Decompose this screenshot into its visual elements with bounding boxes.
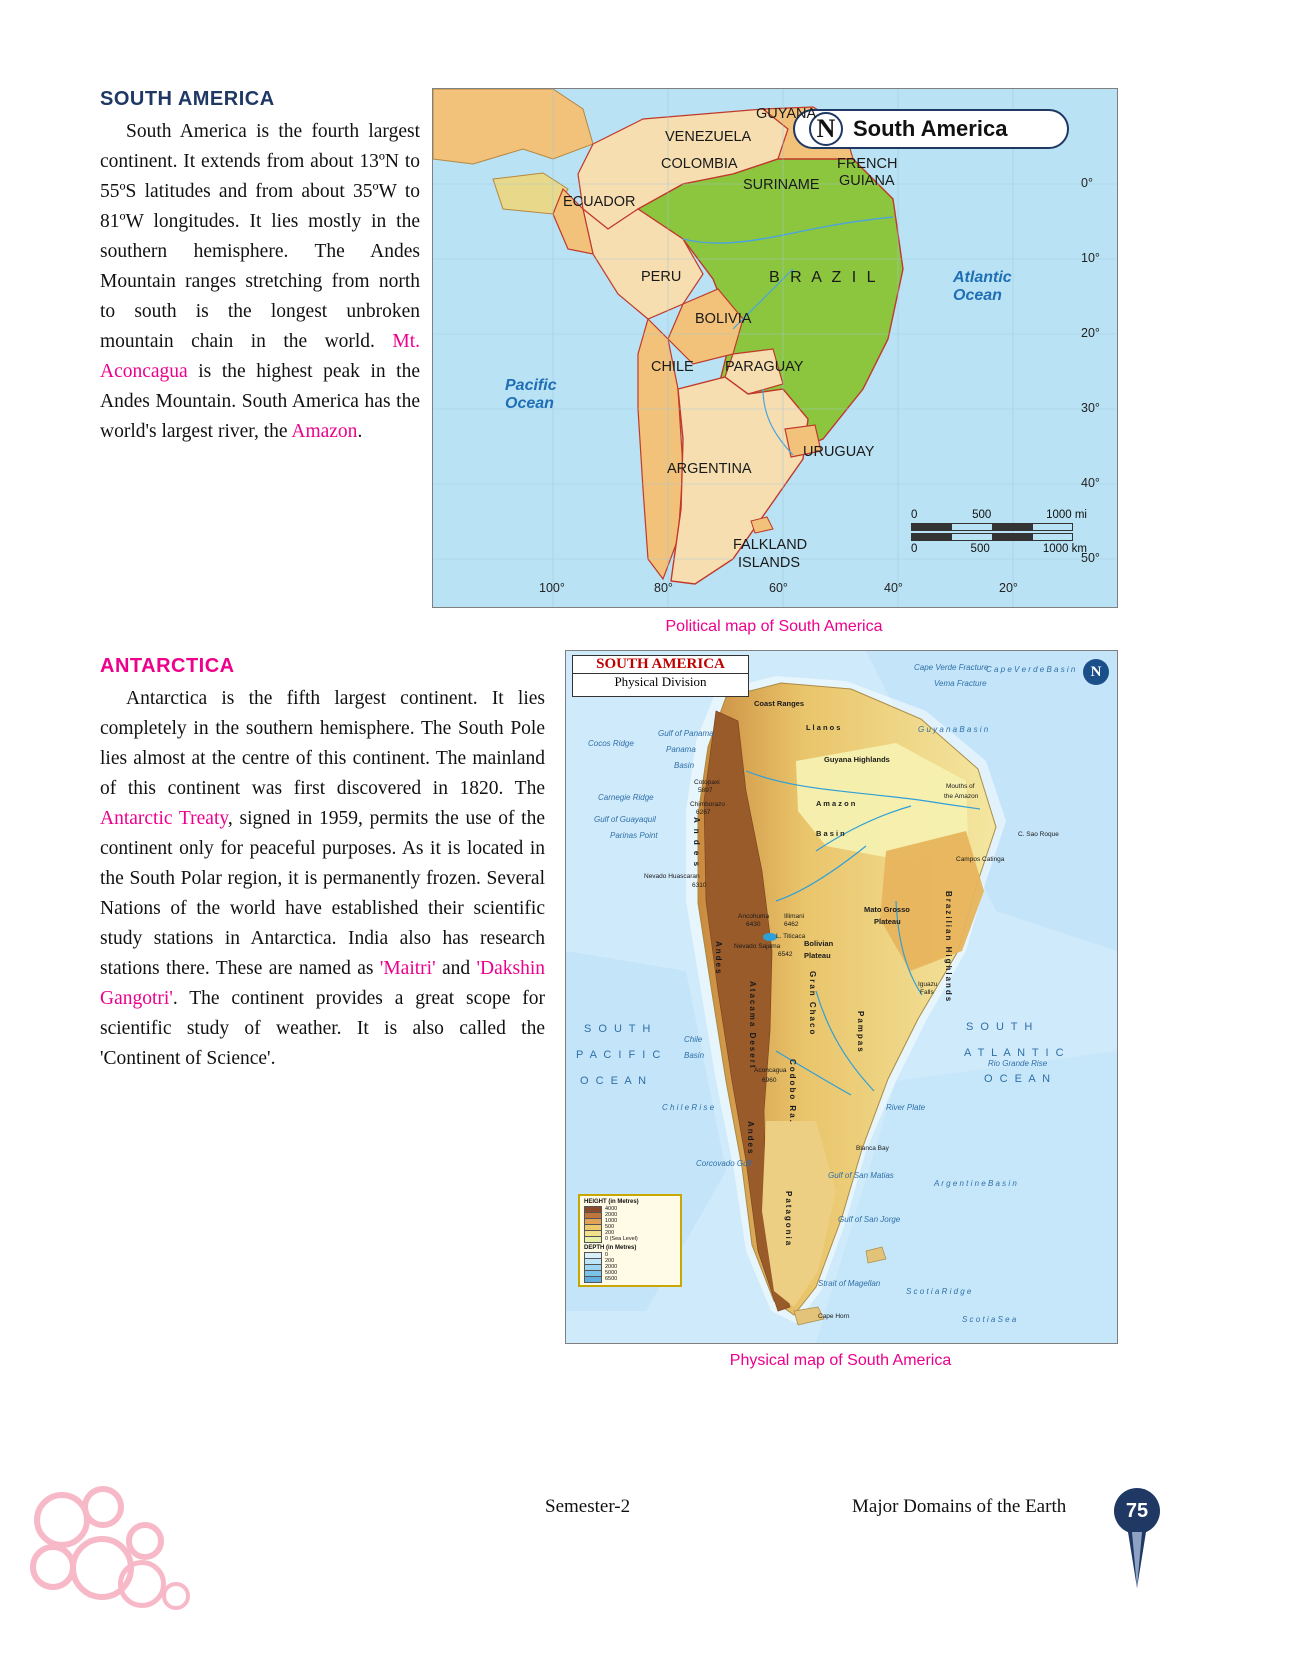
legend-value: 2000 <box>605 1264 618 1270</box>
map-feature-label: 6310 <box>692 882 707 889</box>
map-feature-label: 6542 <box>778 951 793 958</box>
scale-miles-zero: 0 <box>911 509 918 521</box>
country-label: PARAGUAY <box>725 359 804 375</box>
longitude-label: 40° <box>884 581 903 595</box>
scale-miles-mid: 500 <box>972 509 992 521</box>
map-feature-label: 5897 <box>698 787 713 794</box>
ocean-label: Atlantic <box>953 269 1012 286</box>
map-feature-label: Cocos Ridge <box>588 739 634 748</box>
legend-swatch <box>584 1236 602 1243</box>
legend-row <box>584 1236 676 1242</box>
longitude-label: 100° <box>539 581 565 595</box>
legend-value: 1000 <box>605 1218 618 1224</box>
text-run: , signed in 1959, permits the use of the continent only for peaceful purposes. As it is located in the South Polar region, it is permanently frozen. Several Nations of the world have established their scientific study stations in Antarctica. India also has research stations there. These are named as <box>100 808 546 980</box>
map-feature-label: Nevado Sajama <box>734 943 781 950</box>
legend-value: 200 <box>605 1230 615 1236</box>
map-feature-label-vertical: A n d e s <box>692 817 701 869</box>
text-run: is the highest peak in the Andes Mountain. South America has the world's largest river, the <box>100 361 420 443</box>
ocean-label: Pacific <box>505 377 557 394</box>
legend-height-title: HEIGHT (in Metres) <box>584 1199 639 1205</box>
map-feature-label: Cape Horn <box>818 1313 850 1320</box>
map-feature-label: Mato Grosso <box>864 905 910 914</box>
latitude-label: 40° <box>1081 476 1100 490</box>
footer-chapter: Major Domains of the Earth <box>852 1496 1067 1517</box>
text-run: and <box>435 958 477 980</box>
page-number-badge: 75 <box>1114 1488 1160 1534</box>
latitude-label: 20° <box>1081 326 1100 340</box>
map-feature-label: Illimani <box>784 913 805 920</box>
map-feature-label: L. Titicaca <box>776 933 806 940</box>
country-label: URUGUAY <box>803 444 875 460</box>
decorative-bubbles <box>30 1486 230 1636</box>
country-label: FRENCH <box>837 156 898 172</box>
map-feature-label: Falls <box>920 989 934 996</box>
map-feature-label: Strait of Magellan <box>818 1279 881 1288</box>
country-label: GUYANA <box>756 106 817 122</box>
map-feature-label: 6430 <box>746 921 761 928</box>
country-label: ECUADOR <box>563 194 636 210</box>
legend-value: 2000 <box>605 1212 618 1218</box>
map-title-pill <box>793 109 1069 149</box>
legend-row <box>584 1276 676 1282</box>
scale-km-max: 1000 km <box>1042 543 1087 555</box>
latitude-label: 0° <box>1081 176 1093 190</box>
scale-km-zero: 0 <box>911 543 918 555</box>
country-label: VENEZUELA <box>665 129 752 145</box>
legend-value: 0 <box>605 1252 609 1258</box>
country-label: BOLIVIA <box>695 311 752 327</box>
map-feature-label: C h i l e R i s e <box>662 1103 715 1112</box>
map-feature-label: A T L A N T I C <box>964 1047 1066 1059</box>
ocean-label: Ocean <box>953 287 1002 304</box>
map-feature-label: River Plate <box>886 1103 926 1112</box>
map-scale-bar <box>911 509 1087 555</box>
map-feature-label: Blanca Bay <box>856 1145 889 1152</box>
map-feature-label: the Amazon <box>944 793 979 800</box>
legend-value: 5000 <box>605 1270 618 1276</box>
legend-value: 6500 <box>605 1276 618 1282</box>
map-feature-label: S c o t i a S e a <box>962 1315 1017 1324</box>
caption-political-map: Political map of South America <box>665 618 883 635</box>
scale-km-mid: 500 <box>970 543 990 555</box>
map-feature-label: B a s i n <box>816 829 845 838</box>
scale-miles-max: 1000 mi <box>1046 509 1087 521</box>
text-run: Antarctica is the fifth largest continent. It lies completely in the southern hemisphere. The South Pole lies almost at the centre of this continent. The mainland of this continent was first discovered in 1820. The <box>100 688 545 800</box>
map-feature-label: P A C I F I C <box>576 1049 663 1061</box>
map-feature-label: L l a n o s <box>806 723 841 732</box>
paragraph-south-america <box>100 117 420 447</box>
map-feature-label: Panama <box>666 745 696 754</box>
map-feature-label: Campos Catinga <box>956 856 1005 863</box>
country-label: SURINAME <box>743 177 820 193</box>
legend-value: 0 (Sea Level) <box>605 1236 638 1242</box>
latitude-label: 50° <box>1081 551 1100 565</box>
highlighted-term: Mt. Aconcagua <box>100 331 420 383</box>
country-label: ARGENTINA <box>667 461 752 477</box>
map-feature-label-vertical: Brazilian Highlands <box>944 891 953 1004</box>
text-run: . <box>357 421 363 443</box>
map-feature-label: Basin <box>684 1051 705 1060</box>
highlighted-term: 'Dakshin Gangotri' <box>100 958 545 1010</box>
country-label: GUIANA <box>839 173 895 189</box>
map-feature-label: Parinas Point <box>610 831 658 840</box>
map-feature-label: Chimborazo <box>690 801 726 808</box>
text-run: South America is the fourth largest continent. It extends from about 13ºN to 55ºS latitudes and from about 35ºW to 81ºW longitudes. It lies mostly in the southern hemisphere. The Andes Mountain ranges stretching from north to south is the longest unbroken mountain chain in the world. <box>100 121 420 353</box>
physical-map-south-america <box>565 650 1118 1344</box>
section-south-america <box>100 88 420 447</box>
map-feature-label: Basin <box>674 761 695 770</box>
country-label: COLOMBIA <box>661 156 738 172</box>
map-feature-label: Corcovado Gulf <box>696 1159 752 1168</box>
map-feature-label: Guyana Highlands <box>824 755 890 764</box>
latitude-label: 10° <box>1081 251 1100 265</box>
map-feature-label: Mouths of <box>946 783 975 790</box>
legend-height-rows <box>584 1206 676 1242</box>
map-feature-label: Gulf of San Matias <box>828 1171 894 1180</box>
highlighted-term: 'Maitri' <box>379 958 436 980</box>
physical-map-legend-key <box>578 1194 682 1287</box>
map-feature-label: 6462 <box>784 921 799 928</box>
country-label: FALKLAND <box>733 537 808 553</box>
footer-semester: Semester-2 <box>545 1496 631 1517</box>
map-feature-label: Ancohuma <box>738 913 770 920</box>
caption-physical-map: Physical map of South America <box>729 1352 952 1369</box>
map-feature-label-vertical: Andes <box>714 941 723 976</box>
map-feature-label-vertical: Gran Chaco <box>808 971 817 1037</box>
map-feature-label: C a p e V e r d e B a s i n <box>986 665 1076 674</box>
map-feature-label-vertical: Atacama Desert <box>748 981 757 1070</box>
country-label: ISLANDS <box>738 555 801 571</box>
map-feature-label: S O U T H <box>966 1021 1035 1033</box>
map-feature-label-vertical: Pampas <box>856 1011 865 1054</box>
map-feature-label: Plateau <box>874 917 901 926</box>
map-feature-label: Gulf of San Jorge <box>838 1215 901 1224</box>
map-feature-label: Vema Fracture <box>934 679 987 688</box>
map-feature-label: O C E A N <box>984 1073 1053 1085</box>
map-feature-label: Iguazu <box>918 981 938 988</box>
section-antarctica <box>100 655 545 1074</box>
legend-value: 500 <box>605 1224 615 1230</box>
map-feature-label: Gulf of Panama <box>658 729 714 738</box>
political-map-south-america <box>432 88 1118 608</box>
ocean-label: Ocean <box>505 395 554 412</box>
map-feature-label: 6267 <box>696 809 711 816</box>
map-feature-label-vertical: Andes <box>746 1121 755 1156</box>
map-feature-label: Bolivian <box>804 939 834 948</box>
map-feature-label: Carnegie Ridge <box>598 793 654 802</box>
latitude-label: 30° <box>1081 401 1100 415</box>
paragraph-antarctica <box>100 684 545 1074</box>
map-feature-label: Aconcagua <box>754 1067 787 1074</box>
map-feature-label: A r g e n t i n e B a s i n <box>934 1179 1017 1188</box>
country-label: CHILE <box>651 359 694 375</box>
scale-bar-km <box>911 533 1073 541</box>
map-title: South America <box>853 116 1008 141</box>
physical-map-title: SOUTH AMERICA <box>573 656 748 674</box>
legend-swatch <box>584 1276 602 1283</box>
legend-depth-title: DEPTH (in Metres) <box>584 1245 637 1251</box>
map-feature-label-vertical: Codobo Ra. <box>788 1059 797 1124</box>
map-feature-label: A m a z o n <box>816 799 856 808</box>
map-feature-label: Coast Ranges <box>754 699 805 708</box>
country-label: B R A Z I L <box>769 269 879 286</box>
highlighted-term: Amazon <box>291 421 358 443</box>
heading-south-america: SOUTH AMERICA <box>100 88 275 110</box>
text-run: . The continent provides a great scope for scientific study of weather. It is also called the 'Continent of Science'. <box>100 988 545 1070</box>
country-label: PERU <box>641 269 682 285</box>
map-feature-label: Chile <box>684 1035 703 1044</box>
map-feature-label: Rio Grande Rise <box>988 1059 1048 1068</box>
map-feature-label: S O U T H <box>584 1023 653 1035</box>
map-feature-label: Nevado Huascaran <box>644 873 700 880</box>
heading-antarctica: ANTARCTICA <box>100 655 235 677</box>
map-feature-label: Plateau <box>804 951 831 960</box>
physical-map-title-box <box>572 655 749 697</box>
longitude-label: 20° <box>999 581 1018 595</box>
map-feature-label: S c o t i a R i d g e <box>906 1287 972 1296</box>
map-feature-label: G u y a n a B a s i n <box>918 725 989 734</box>
scale-bar-miles <box>911 523 1073 531</box>
map-feature-label: Gulf of Guayaquil <box>594 815 656 824</box>
physical-map-subtitle: Physical Division <box>614 674 707 689</box>
north-indicator: N <box>809 112 843 146</box>
map-feature-label: O C E A N <box>580 1075 649 1087</box>
map-feature-label: C. Sao Roque <box>1018 831 1059 838</box>
legend-depth-rows <box>584 1252 676 1282</box>
legend-value: 200 <box>605 1258 615 1264</box>
legend-value: 4000 <box>605 1206 618 1212</box>
map-feature-label: 6960 <box>762 1077 777 1084</box>
map-feature-label: Cape Verde Fracture <box>914 663 989 672</box>
highlighted-term: Antarctic Treaty <box>100 808 228 830</box>
map-feature-label: Cotopaxi <box>694 779 720 786</box>
map-feature-label-vertical: Patagonia <box>784 1191 793 1248</box>
compass-north-icon: N <box>1083 659 1109 685</box>
longitude-label: 80° <box>654 581 673 595</box>
longitude-label: 60° <box>769 581 788 595</box>
